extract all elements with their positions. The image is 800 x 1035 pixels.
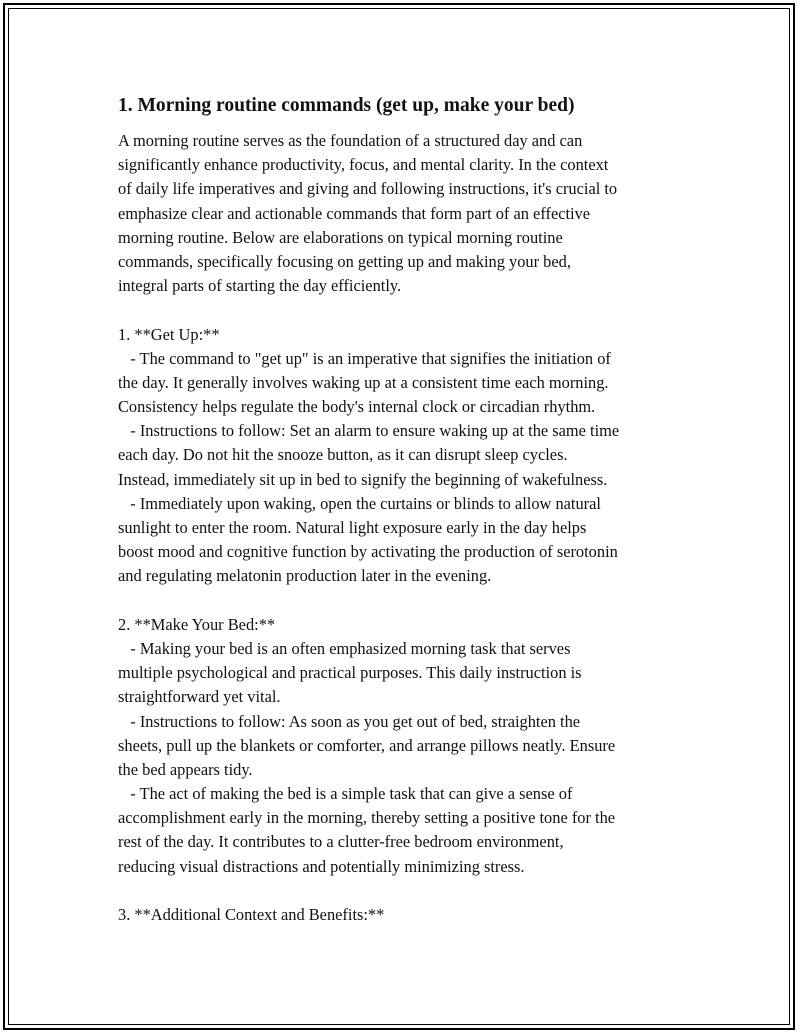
list-item-title: 1. **Get Up:** [118, 324, 220, 344]
list-item-line: accomplishment early in the morning, thereby setting a positive tone for the [118, 808, 616, 828]
list-item-line: and regulating melatonin production later in the evening. [118, 566, 492, 586]
list-item-line: - The command to "get up" is an imperative that signifies the initiation of [118, 348, 611, 368]
list-item-line: the bed appears tidy. [118, 759, 253, 779]
list-item-line: each day. Do not hit the snooze button, as it can disrupt sleep cycles. [118, 445, 568, 465]
intro-paragraph [118, 129, 688, 298]
paragraph-line: A morning routine serves as the foundation of a structured day and can [118, 131, 583, 150]
paragraph-line: morning routine. Below are elaborations on typical morning routine [118, 227, 563, 247]
list-item-line: - The act of making the bed is a simple task that can give a sense of [118, 784, 573, 804]
spacer [118, 589, 688, 613]
list-item-line: boost mood and cognitive function by activating the production of serotonin [118, 542, 618, 562]
make-bed-section [118, 613, 688, 879]
paragraph-line: of daily life imperatives and giving and following instructions, it's crucial to [118, 179, 618, 199]
list-item-line: the day. It generally involves waking up at a consistent time each morning. [118, 372, 609, 392]
paragraph-line: significantly enhance productivity, focus, and mental clarity. In the context [118, 155, 609, 175]
paragraph-line: integral parts of starting the day efficiently. [118, 276, 402, 296]
spacer [118, 879, 688, 903]
list-item-line: - Making your bed is an often emphasized morning task that serves [118, 638, 571, 658]
section-heading: 1. Morning routine commands (get up, make your bed) [118, 95, 575, 116]
document-body [118, 93, 688, 927]
spacer [118, 298, 688, 322]
paragraph-line: commands, specifically focusing on getting up and making your bed, [118, 251, 571, 271]
list-item-line: sunlight to enter the room. Natural light exposure early in the day helps [118, 518, 587, 537]
list-item-line: - Instructions to follow: Set an alarm to ensure waking up at the same time [118, 421, 620, 441]
list-item-line: multiple psychological and practical purposes. This daily instruction is [118, 663, 582, 683]
list-item-line: Instead, immediately sit up in bed to signify the beginning of wakefulness. [118, 469, 608, 489]
list-item-line: sheets, pull up the blankets or comforter, and arrange pillows neatly. Ensure [118, 735, 616, 755]
list-item-title: 2. **Make Your Bed:** [118, 614, 276, 634]
additional-section [118, 903, 688, 927]
list-item-line: - Immediately upon waking, open the curtains or blinds to allow natural [118, 493, 601, 513]
paragraph-line: emphasize clear and actionable commands that form part of an effective [118, 203, 591, 223]
list-item-line: rest of the day. It contributes to a clutter-free bedroom environment, [118, 832, 564, 852]
list-item-line: - Instructions to follow: As soon as you get out of bed, straighten the [118, 711, 581, 731]
list-item-title: 3. **Additional Context and Benefits:** [118, 905, 385, 924]
list-item-line: straightforward yet vital. [118, 687, 281, 707]
list-item-line: Consistency helps regulate the body's internal clock or circadian rhythm. [118, 397, 596, 417]
list-item-line: reducing visual distractions and potentially minimizing stress. [118, 856, 525, 876]
get-up-section [118, 323, 688, 589]
